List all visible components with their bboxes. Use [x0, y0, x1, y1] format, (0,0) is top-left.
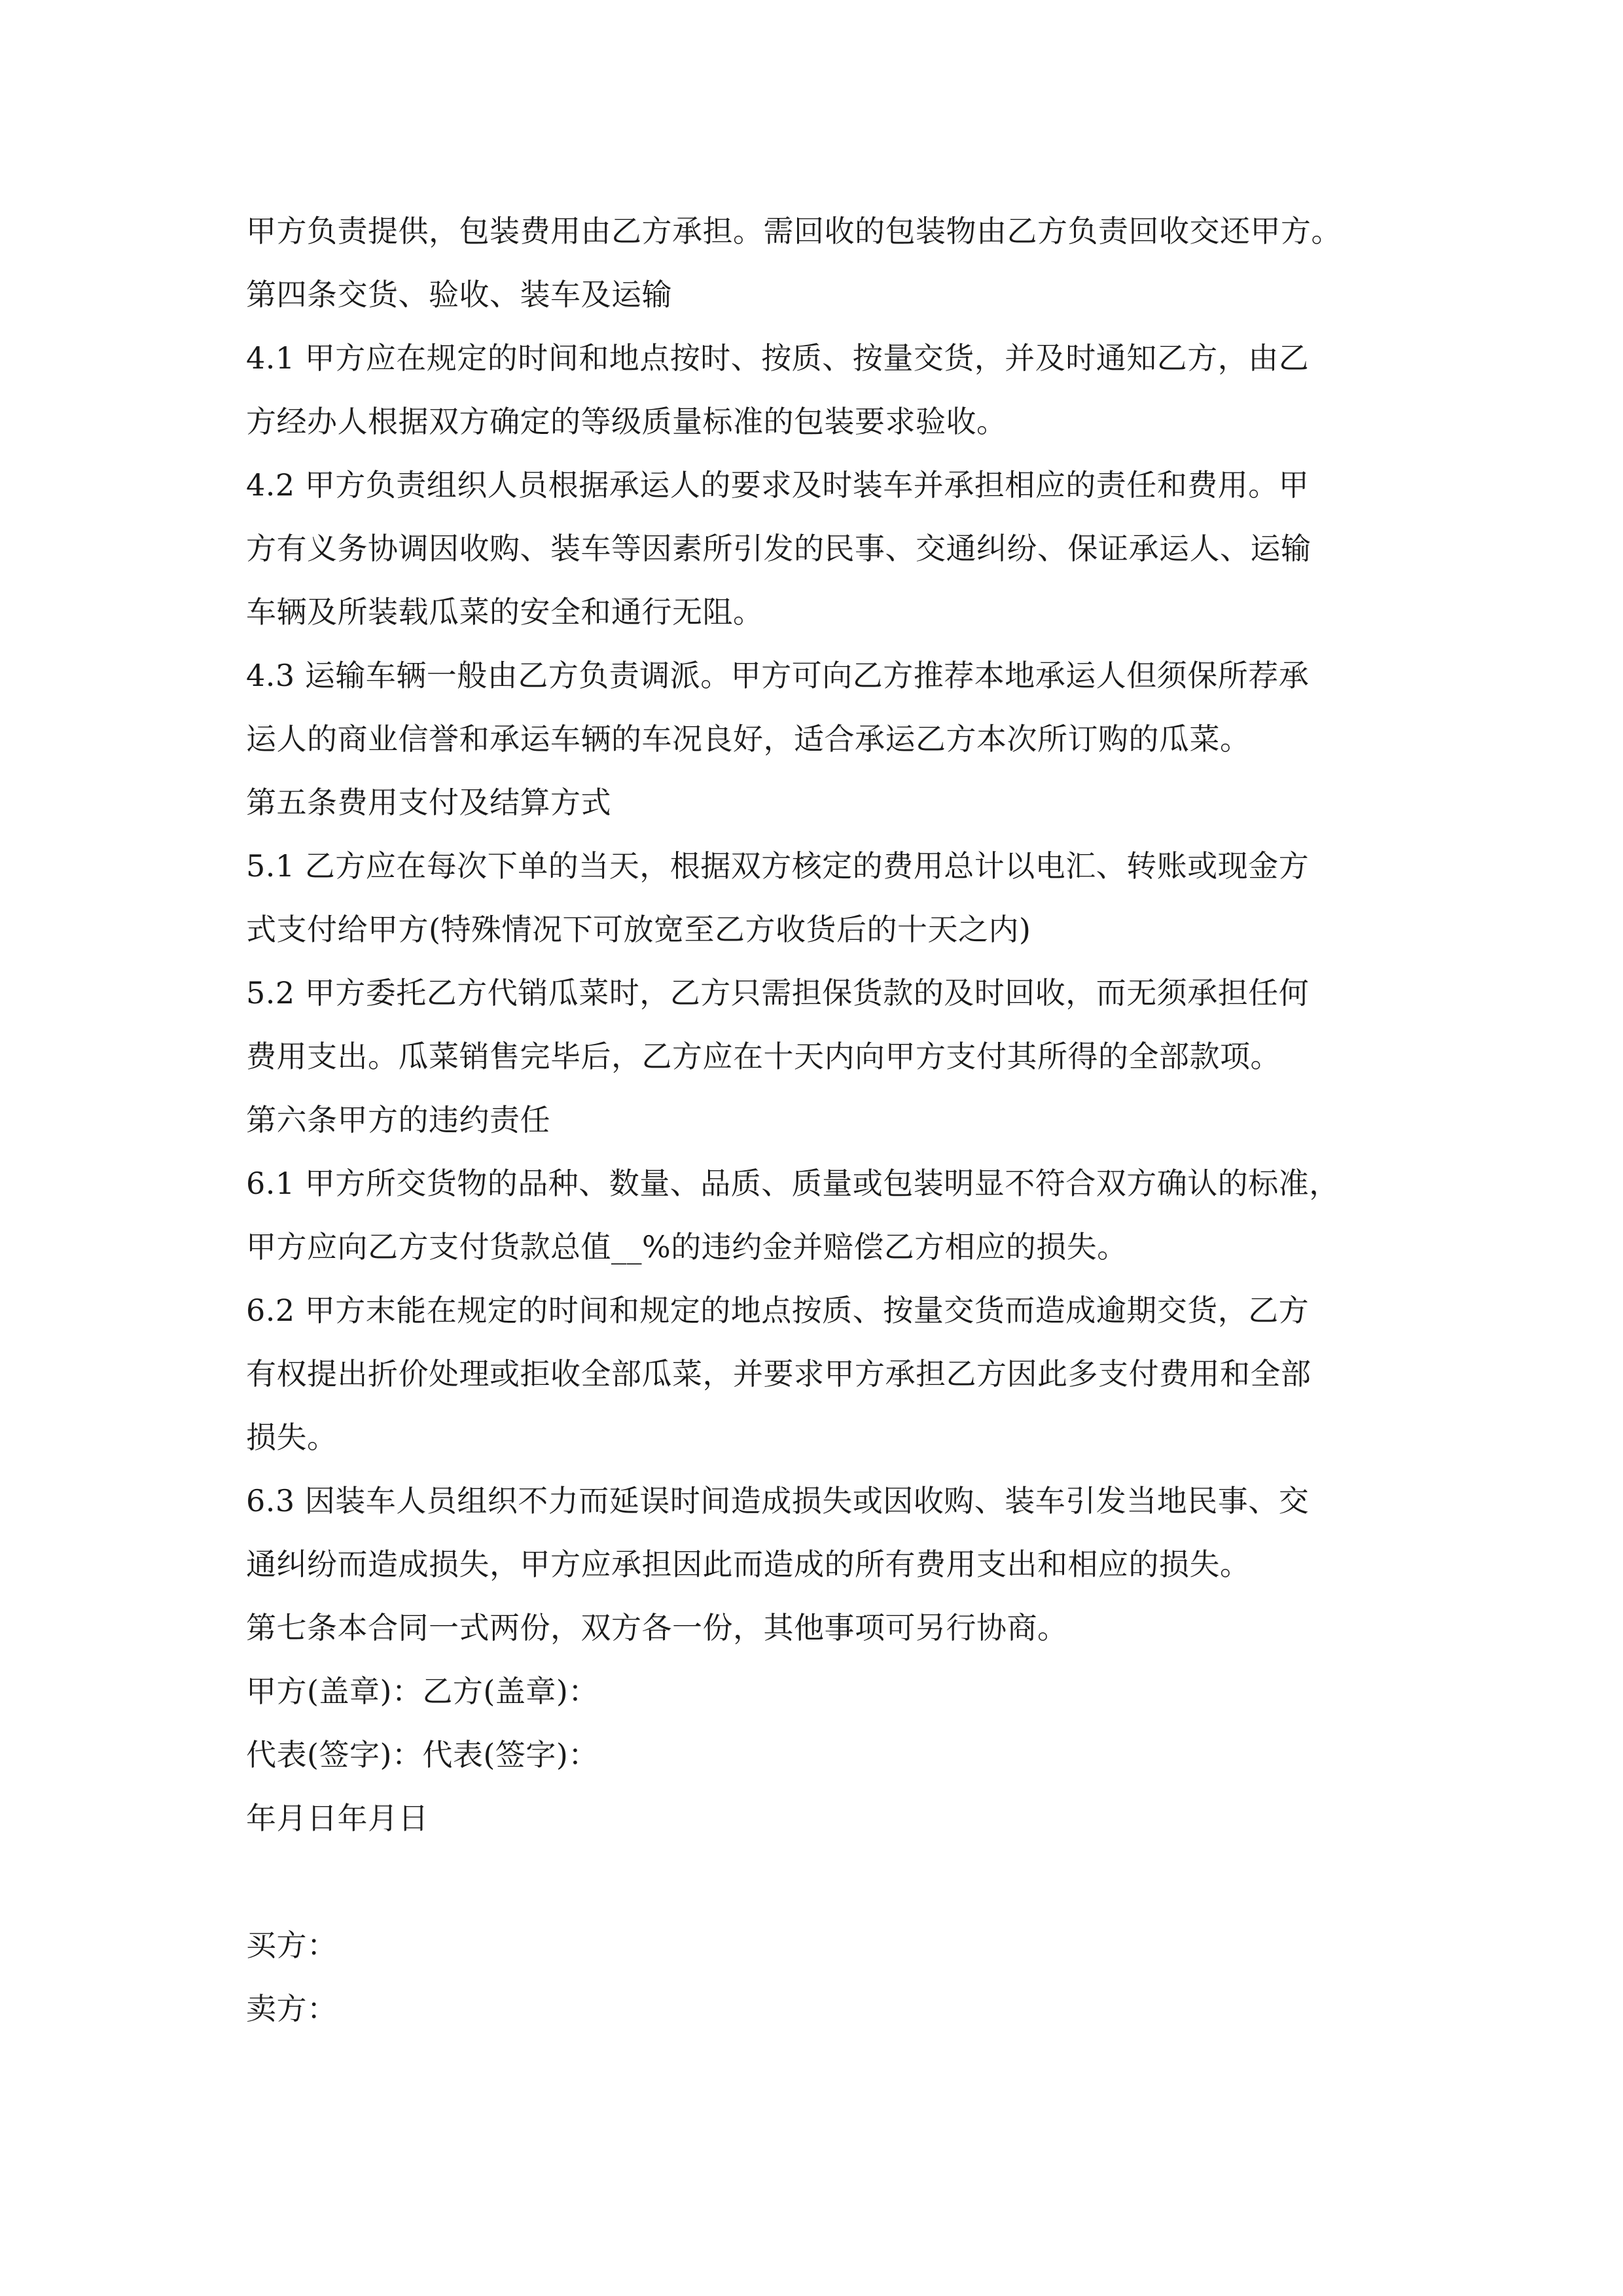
section-heading: 第六条甲方的违约责任 — [246, 1102, 550, 1138]
text-line: 4.1 甲方应在规定的时间和地点按时、按质、按量交货，并及时通知乙方，由乙 — [246, 340, 1310, 376]
date-line: 年月日年月日 — [246, 1801, 429, 1836]
text-line: 运人的商业信誉和承运车辆的车况良好，适合承运乙方本次所订购的瓜菜。 — [246, 721, 1251, 757]
seal-line: 甲方(盖章)：乙方(盖章)： — [246, 1674, 599, 1709]
signature-line: 代表(签字)：代表(签字)： — [246, 1737, 599, 1772]
text-line: 6.1 甲方所交货物的品种、数量、品质、质量或包装明显不符合双方确认的标准， — [246, 1166, 1340, 1201]
text-line: 5.1 乙方应在每次下单的当天，根据双方核定的费用总计以电汇、转账或现金方 — [246, 848, 1310, 884]
text-line: 6.2 甲方末能在规定的时间和规定的地点按质、按量交货而造成逾期交货，乙方 — [246, 1293, 1310, 1328]
text-line: 甲方应向乙方支付货款总值__%的违约金并赔偿乙方相应的损失。 — [246, 1229, 1128, 1265]
text-line: 通纠纷而造成损失，甲方应承担因此而造成的所有费用支出和相应的损失。 — [246, 1547, 1251, 1582]
text-line: 甲方负责提供，包装费用由乙方承担。需回收的包装物由乙方负责回收交还甲方。 — [246, 213, 1342, 249]
blank-spacer — [246, 1850, 1388, 1914]
text-line: 式支付给甲方(特殊情况下可放宽至乙方收货后的十天之内) — [246, 912, 1031, 947]
section-heading: 第五条费用支付及结算方式 — [246, 785, 611, 820]
text-line: 费用支出。瓜菜销售完毕后，乙方应在十天内向甲方支付其所得的全部款项。 — [246, 1039, 1281, 1074]
text-line: 6.3 因装车人员组织不力而延误时间造成损失或因收购、装车引发当地民事、交 — [246, 1483, 1310, 1518]
text-line: 4.3 运输车辆一般由乙方负责调派。甲方可向乙方推荐本地承运人但须保所荐承 — [246, 658, 1310, 693]
text-line: 方经办人根据双方确定的等级质量标准的包装要求验收。 — [246, 404, 1007, 439]
buyer-label: 买方： — [246, 1928, 338, 1963]
section-heading: 第四条交货、验收、装车及运输 — [246, 277, 672, 312]
text-line: 方有义务协调因收购、装车等因素所引发的民事、交通纠纷、保证承运人、运输 — [246, 531, 1311, 566]
section-heading: 第七条本合同一式两份，双方各一份，其他事项可另行协商。 — [246, 1610, 1068, 1645]
text-line: 4.2 甲方负责组织人员根据承运人的要求及时装车并承担相应的责任和费用。甲 — [246, 467, 1310, 503]
text-line: 车辆及所装载瓜菜的安全和通行无阻。 — [246, 594, 764, 630]
seller-label: 卖方： — [246, 1991, 338, 2026]
text-line: 5.2 甲方委托乙方代销瓜菜时，乙方只需担保货款的及时回收，而无须承担任何 — [246, 975, 1310, 1011]
text-line: 有权提出折价处理或拒收全部瓜菜，并要求甲方承担乙方因此多支付费用和全部 — [246, 1356, 1311, 1391]
text-line: 损失。 — [246, 1420, 338, 1455]
document-body — [246, 200, 1388, 2041]
